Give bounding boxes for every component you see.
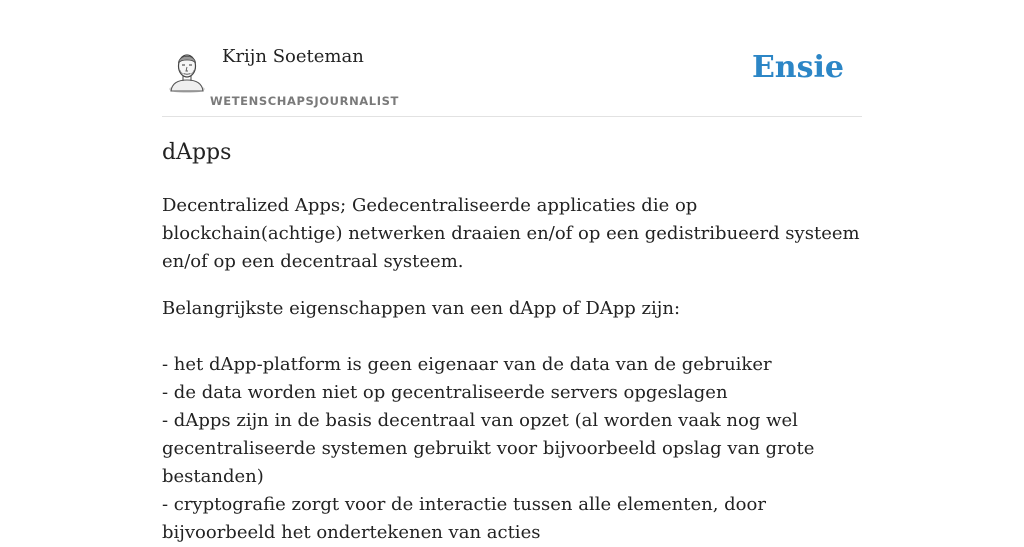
article-intro: Decentralized Apps; Gedecentraliseerde applicaties die op blockchain(achtige) netwerken draaien en/of op een gedistribueerd systeem en/of op een decentraal systeem. — [162, 195, 860, 272]
list-item: - het dApp-platform is geen eigenaar van de data van de gebruiker — [162, 354, 772, 375]
ensie-logo[interactable]: Ensie — [751, 50, 844, 85]
page-container — [162, 0, 862, 543]
list-heading: Belangrijkste eigenschappen van een dApp of DApp zijn: — [162, 298, 681, 319]
list-item: - dApps zijn in de basis decentraal van opzet (al worden vaak nog wel gecentraliseerde systemen gebruikt voor bijvoorbeeld opslag van grote bestanden) — [162, 410, 815, 487]
author-header — [162, 0, 862, 117]
author-role: WETENSCHAPSJOURNALIST — [210, 94, 399, 108]
author-avatar[interactable] — [166, 48, 208, 92]
properties-list — [162, 351, 862, 547]
article-title: dApps — [162, 140, 232, 165]
list-item: - de data worden niet op gecentraliseerde servers opgeslagen — [162, 382, 728, 403]
author-name[interactable]: Krijn Soeteman — [222, 46, 364, 67]
list-item: - cryptografie zorgt voor de interactie tussen alle elementen, door bijvoorbeeld het ondertekenen van acties — [162, 494, 766, 543]
person-sketch-icon — [166, 48, 208, 92]
